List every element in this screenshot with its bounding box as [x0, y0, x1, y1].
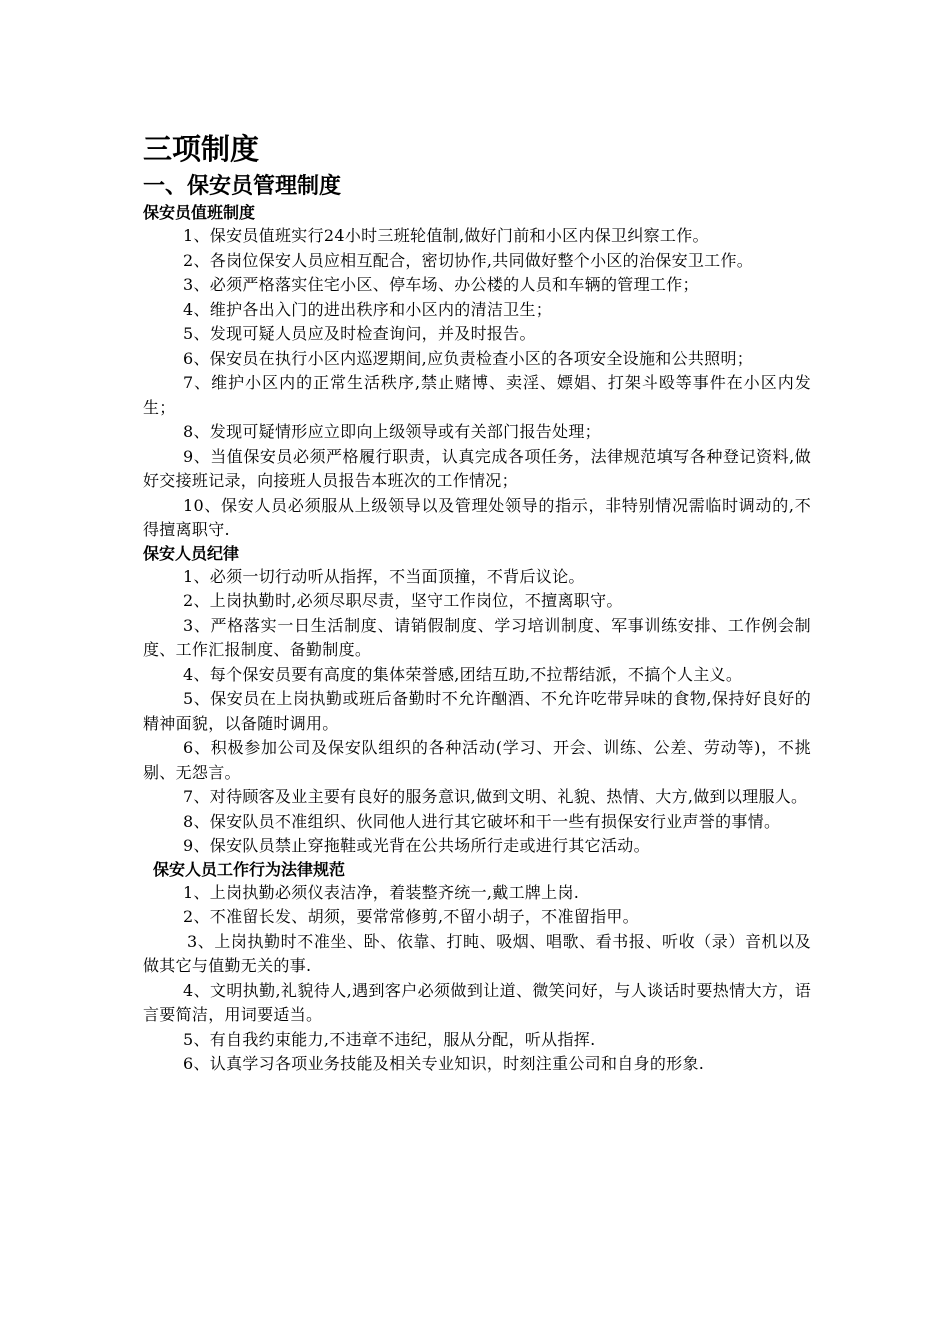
list-item: 9、保安队员禁止穿拖鞋或光背在公共场所行走或进行其它活动。 [183, 836, 650, 855]
document-page [143, 128, 811, 1077]
list-item: 8、保安队员不准组织、伙同他人进行其它破坏和干一些有损保安行业声誉的事情。 [183, 811, 781, 831]
list-item: 6、积极参加公司及保安队组织的各种活动(学习、开会、训练、公差、劳动等)，不挑剔、无怨言。 [143, 738, 811, 782]
list-item: 4、每个保安员要有高度的集体荣誉感,团结互助,不拉帮结派，不搞个人主义。 [183, 664, 743, 684]
list-item: 6、保安员在执行小区内巡逻期间,应负责检查小区的各项安全设施和公共照明； [183, 348, 754, 368]
list-item: 1、保安员值班实行24小时三班轮值制,做好门前和小区内保卫纠察工作。 [183, 226, 709, 245]
section-heading-conduct: 保安人员工作行为法律规范 [153, 859, 346, 879]
section-heading-discipline: 保安人员纪律 [143, 543, 240, 563]
list-item: 5、保安员在上岗执勤或班后备勤时不允许酗酒、不允许吃带异味的食物,保持好良好的精神面貌，以备随时调用。 [143, 689, 811, 733]
chapter-title: 一、保安员管理制度 [143, 174, 342, 199]
list-item: 2、上岗执勤时,必须尽职尽责，坚守工作岗位，不擅离职守。 [183, 591, 623, 610]
list-item: 9、当值保安员必须严格履行职责，认真完成各项任务，法律规范填写各种登记资料,做好交接班记录，向接班人员报告本班次的工作情况； [143, 446, 811, 490]
list-item: 1、必须一切行动听从指挥，不当面顶撞，不背后议论。 [183, 566, 585, 586]
list-item: 1、上岗执勤必须仪表洁净，着装整齐统一,戴工牌上岗. [183, 882, 580, 902]
document-title: 三项制度 [143, 132, 260, 166]
section-heading-duty: 保安员值班制度 [143, 203, 256, 222]
list-item: 5、有自我约束能力,不违章不违纪，服从分配，听从指挥. [183, 1029, 596, 1049]
list-item: 5、发现可疑人员应及时检查询问，并及时报告。 [183, 324, 536, 343]
list-item: 10、保安人员必须服从上级领导以及管理处领导的指示，非特别情况需临时调动的,不得擅离职守. [143, 495, 811, 539]
list-item: 8、发现可疑情形应立即向上级领导或有关部门报告处理； [183, 422, 601, 441]
list-item: 6、认真学习各项业务技能及相关专业知识，时刻注重公司和自身的形象. [183, 1054, 705, 1073]
list-item: 4、维护各出入门的进出秩序和小区内的清洁卫生； [183, 299, 553, 319]
list-item: 2、各岗位保安人员应相互配合，密切协作,共同做好整个小区的治保安卫工作。 [183, 250, 754, 270]
list-item: 4、文明执勤,礼貌待人,遇到客户必须做到让道、微笑问好，与人谈话时要热情大方，语言要简洁，用词要适当。 [143, 980, 811, 1024]
list-item: 3、上岗执勤时不准坐、卧、依靠、打盹、吸烟、唱歌、看书报、听收（录）音机以及做其它与值勤无关的事. [143, 931, 811, 975]
list-item: 7、对待顾客及业主要有良好的服务意识,做到文明、礼貌、热情、大方,做到以理服人。 [183, 787, 808, 806]
list-item: 3、严格落实一日生活制度、请销假制度、学习培训制度、军事训练安排、工作例会制度、工作汇报制度、备勤制度。 [143, 615, 811, 659]
list-item: 2、不准留长发、胡须，要常常修剪,不留小胡子，不准留指甲。 [183, 907, 639, 926]
list-item: 7、维护小区内的正常生活秩序,禁止赌博、卖淫、嫖娼、打架斗殴等事件在小区内发生； [143, 373, 811, 417]
list-item: 3、必须严格落实住宅小区、停车场、办公楼的人员和车辆的管理工作； [183, 275, 699, 294]
